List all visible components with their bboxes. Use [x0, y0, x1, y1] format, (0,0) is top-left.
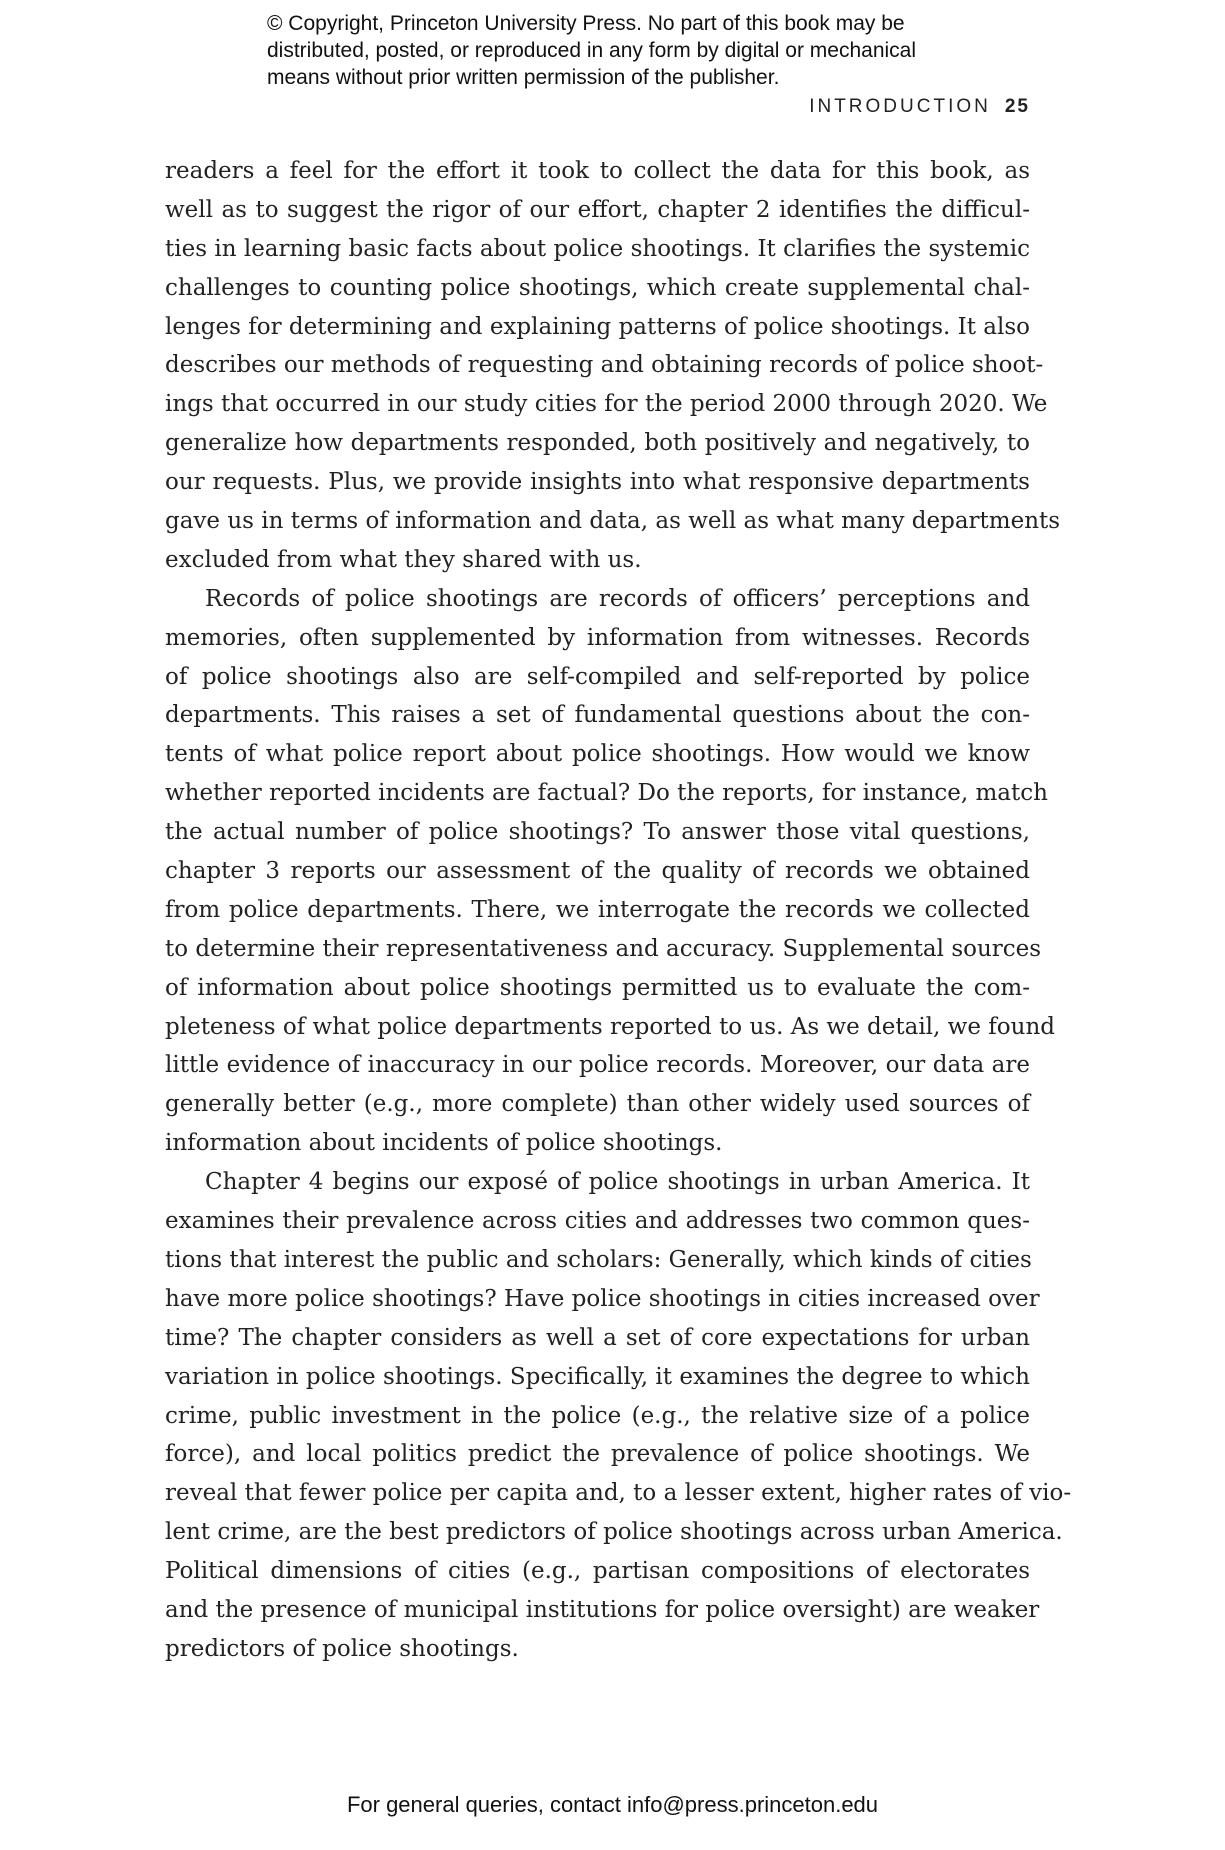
- text-line: of police shootings also are self-compiled and self-reported by police: [165, 663, 1030, 690]
- footer-contact: For general queries, contact info@press.princeton.edu: [346, 1792, 879, 1817]
- text-line: and the presence of municipal institutions for police oversight) are weaker: [165, 1596, 1040, 1623]
- text-line: ings that occurred in our study cities for the period 2000 through 2020. We: [165, 391, 1048, 418]
- text-line: tions that interest the public and scholars: Generally, which kinds of cities: [165, 1246, 1032, 1273]
- text-line: generally better (e.g., more complete) than other widely used sources of: [165, 1091, 1030, 1118]
- text-line: reveal that fewer police per capita and, to a lesser extent, higher rates of vio-: [165, 1480, 1072, 1507]
- text-line: little evidence of inaccuracy in our police records. Moreover, our data are: [165, 1052, 1030, 1079]
- text-line: our requests. Plus, we provide insights into what responsive departments: [165, 469, 1030, 496]
- paragraph: [165, 1163, 1072, 1669]
- copyright-line: means without prior written permission of the publisher.: [267, 66, 780, 89]
- text-line: have more police shootings? Have police shootings in cities increased over: [165, 1285, 1040, 1312]
- text-line: ties in learning basic facts about police shootings. It clarifies the systemic: [165, 235, 1030, 262]
- text-line: to determine their representativeness and accuracy. Supplemental sources: [165, 935, 1042, 962]
- text-line: memories, often supplemented by information from witnesses. Records: [165, 624, 1030, 651]
- page-number: 25: [1004, 96, 1030, 117]
- paragraph: [165, 580, 1055, 1163]
- copyright-line: © Copyright, Princeton University Press. No part of this book may be: [267, 12, 905, 35]
- text-line: information about incidents of police shootings.: [165, 1130, 723, 1157]
- text-line: the actual number of police shootings? To answer those vital questions,: [165, 819, 1030, 846]
- text-line: excluded from what they shared with us.: [165, 546, 642, 573]
- text-line: gave us in terms of information and data, as well as what many departments: [165, 508, 1061, 535]
- text-line: of information about police shootings permitted us to evaluate the com-: [165, 974, 1030, 1001]
- text-line: pleteness of what police departments reported to us. As we detail, we found: [165, 1013, 1055, 1040]
- text-line: lenges for determining and explaining patterns of police shootings. It also: [165, 313, 1031, 340]
- text-line: Records of police shootings are records of officers’ perceptions and: [205, 585, 1030, 612]
- text-line: challenges to counting police shootings, which create supplemental chal-: [165, 274, 1030, 301]
- running-head: [809, 96, 1030, 118]
- text-line: whether reported incidents are factual? Do the reports, for instance, match: [165, 780, 1048, 807]
- text-line: lent crime, are the best predictors of police shootings across urban America.: [165, 1519, 1063, 1546]
- copyright-notice: [267, 10, 1027, 91]
- text-line: from police departments. There, we interrogate the records we collected: [165, 896, 1030, 923]
- text-line: variation in police shootings. Specifically, it examines the degree to which: [165, 1363, 1030, 1390]
- text-line: describes our methods of requesting and obtaining records of police shoot-: [165, 352, 1044, 379]
- paragraph: [165, 152, 1061, 580]
- text-line: well as to suggest the rigor of our effort, chapter 2 identifies the difficul-: [165, 196, 1030, 223]
- copyright-line: distributed, posted, or reproduced in any form by digital or mechanical: [267, 39, 917, 62]
- text-line: Chapter 4 begins our exposé of police shootings in urban America. It: [205, 1169, 1030, 1196]
- text-line: force), and local politics predict the prevalence of police shootings. We: [165, 1441, 1030, 1468]
- text-line: chapter 3 reports our assessment of the quality of records we obtained: [165, 858, 1030, 885]
- text-line: tents of what police report about police shootings. How would we know: [165, 741, 1030, 768]
- text-line: crime, public investment in the police (e.g., the relative size of a police: [165, 1402, 1030, 1429]
- running-head-section: INTRODUCTION: [809, 96, 991, 117]
- text-line: predictors of police shootings.: [165, 1635, 519, 1662]
- text-line: examines their prevalence across cities and addresses two common ques-: [165, 1208, 1030, 1235]
- text-line: time? The chapter considers as well a set of core expectations for urban: [165, 1324, 1030, 1351]
- text-line: generalize how departments responded, both positively and negatively, to: [165, 430, 1030, 457]
- text-line: readers a feel for the effort it took to collect the data for this book, as: [165, 158, 1030, 184]
- text-line: departments. This raises a set of fundamental questions about the con-: [165, 702, 1030, 729]
- body-text: [165, 152, 1072, 1669]
- text-line: Political dimensions of cities (e.g., partisan compositions of electorates: [165, 1558, 1030, 1585]
